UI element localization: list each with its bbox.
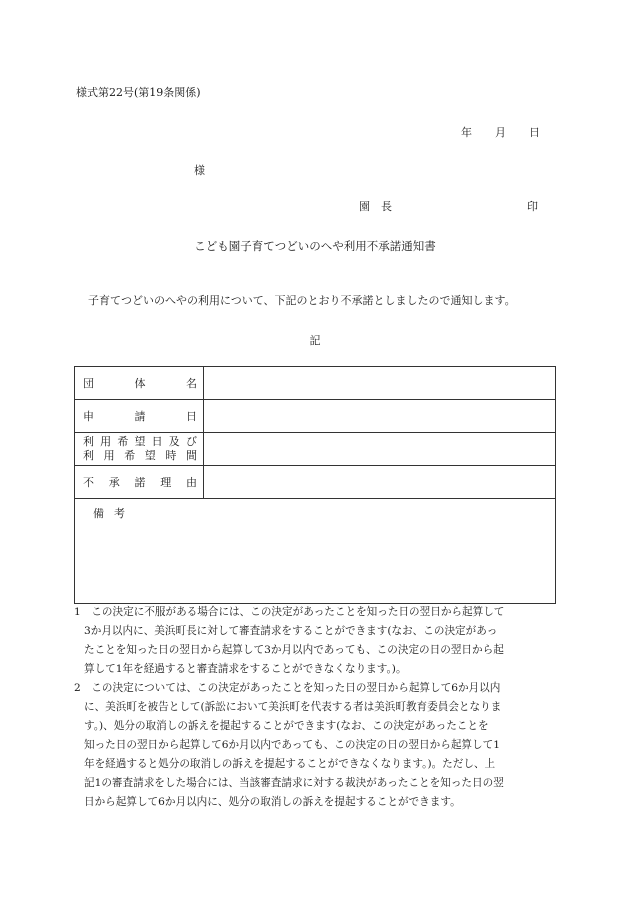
label-char: 用 xyxy=(103,449,115,462)
note-1 xyxy=(74,603,560,679)
label-char: 団 xyxy=(83,377,94,390)
recipient-suffix: 様 xyxy=(194,164,205,177)
table-row-refusal-reason xyxy=(75,466,556,499)
label-refusal-reason xyxy=(75,466,204,499)
body-text: 子育てつどいのへやの利用について、下記のとおり不承諾としましたので通知します。 xyxy=(88,294,516,307)
label-char: 名 xyxy=(186,377,197,390)
value-application-date[interactable] xyxy=(204,400,556,433)
document-title: こども園子育てつどいのへや利用不承諾通知書 xyxy=(194,239,436,253)
label-char: 申 xyxy=(83,410,94,423)
info-table xyxy=(74,366,556,604)
remarks-label: 備考 xyxy=(93,507,135,520)
label-char: 利 xyxy=(83,435,94,448)
label-char: 望 xyxy=(144,449,156,462)
sender-line xyxy=(359,198,538,214)
label-desired-date-time xyxy=(75,433,204,466)
value-desired-date-time[interactable] xyxy=(204,433,556,466)
note-1-line: 3か月以内に、美浜町長に対して審査請求をすることができます(なお、この決定があっ xyxy=(84,625,498,637)
label-text xyxy=(83,408,197,424)
form-number: 様式第22号(第19条関係) xyxy=(76,86,201,99)
label-char: 承 xyxy=(108,476,120,489)
date-line xyxy=(455,124,540,140)
label-char: 請 xyxy=(134,410,146,423)
date-year-label: 年 xyxy=(461,126,472,139)
label-char: 日 xyxy=(151,435,163,448)
note-2 xyxy=(74,679,560,812)
label-text-line2 xyxy=(83,449,197,463)
label-char: 用 xyxy=(100,435,112,448)
table-row-desired-date-time xyxy=(75,433,556,466)
note-1-line: たことを知った日の翌日から起算して3か月以内であっても、この決定の日の翌日から起 xyxy=(84,644,504,656)
table-row-group-name xyxy=(75,367,556,400)
label-group-name xyxy=(75,367,204,400)
remarks-cell[interactable] xyxy=(75,499,556,604)
label-char: 希 xyxy=(124,449,136,462)
date-day-label: 日 xyxy=(529,126,540,139)
table-row-remarks xyxy=(75,499,556,604)
note-2-line: す。)、処分の取消しの訴えを提起することができます(なお、この決定があったことを xyxy=(84,720,489,732)
label-char: 間 xyxy=(185,449,197,462)
label-text xyxy=(83,474,197,490)
label-char: 希 xyxy=(117,435,129,448)
value-group-name[interactable] xyxy=(204,367,556,400)
label-char: 体 xyxy=(134,377,146,390)
sender-title: 園 長 xyxy=(359,200,392,213)
note-2-line: 知った日の翌日から起算して6か月以内であっても、この決定の日の翌日から起算して1 xyxy=(84,739,500,751)
label-char: 由 xyxy=(186,476,197,489)
label-char: 理 xyxy=(160,476,172,489)
label-char: 及 xyxy=(168,435,180,448)
label-char: 諾 xyxy=(134,476,146,489)
ki-label: 記 xyxy=(309,334,321,347)
label-application-date xyxy=(75,400,204,433)
label-text-line1 xyxy=(83,435,197,449)
label-text xyxy=(83,375,197,391)
note-1-line: 1 この決定に不服がある場合には、この決定があったことを知った日の翌日から起算して xyxy=(74,606,505,618)
note-2-line: 2 この決定については、この決定があったことを知った日の翌日から起算して6か月以内 xyxy=(74,682,501,694)
note-2-line: 記1の審査請求をした場合には、当該審査請求に対する裁決があったことを知った日の翌 xyxy=(84,777,504,789)
note-2-line: 年を経過すると処分の取消しの訴えを提起することができなくなります。)。ただし、上 xyxy=(84,758,496,770)
notes xyxy=(74,603,560,812)
label-char: 利 xyxy=(83,449,94,462)
note-2-line: 日から起算して6か月以内に、処分の取消しの訴えを提起することができます。 xyxy=(84,796,461,808)
label-char: 望 xyxy=(134,435,146,448)
value-refusal-reason[interactable] xyxy=(204,466,556,499)
note-1-line: 算して1年を経過すると審査請求をすることができなくなります。)。 xyxy=(84,663,407,675)
label-char: び xyxy=(185,435,197,448)
label-char: 日 xyxy=(186,410,197,423)
label-char: 不 xyxy=(83,476,94,489)
label-char: 時 xyxy=(165,449,177,462)
table-row-application-date xyxy=(75,400,556,433)
date-month-label: 月 xyxy=(495,126,506,139)
note-2-line: に、美浜町を被告として(訴訟において美浜町を代表する者は美浜町教育委員会となりま xyxy=(84,701,502,713)
seal-mark: 印 xyxy=(527,200,538,213)
